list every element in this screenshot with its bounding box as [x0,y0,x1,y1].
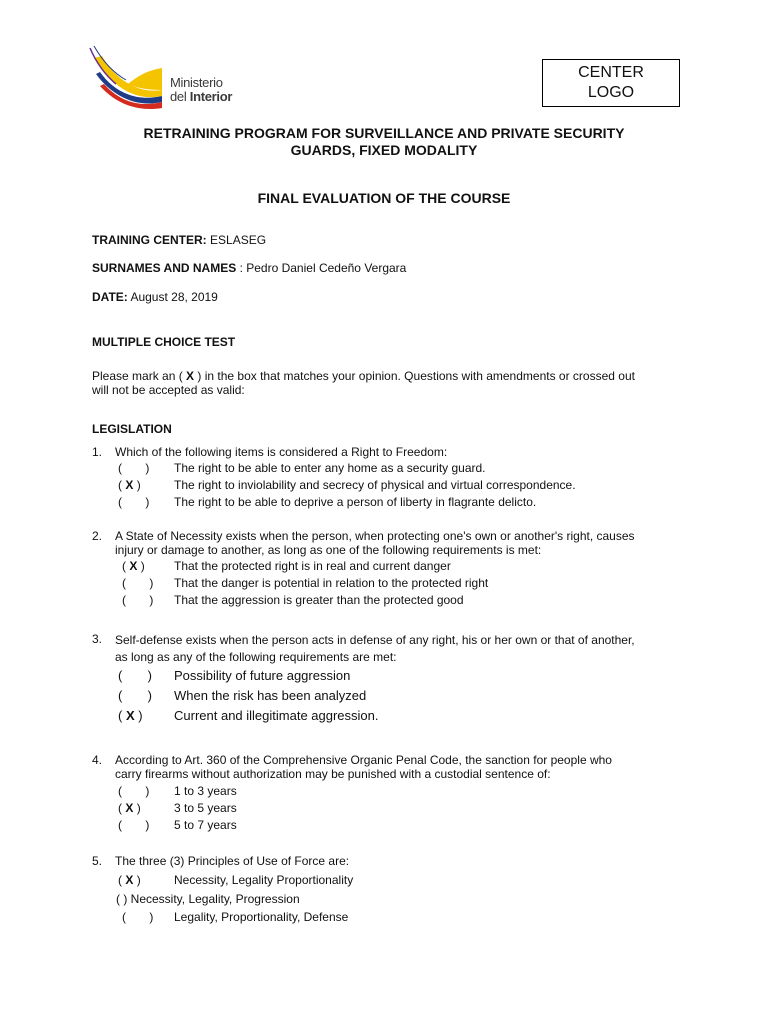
option-text: Legality, Proportionality, Defense [174,910,349,924]
answer-box-marked[interactable]: ( X ) [118,708,143,723]
evaluation-title: FINAL EVALUATION OF THE COURSE [257,190,511,206]
date-field: DATE: August 28, 2019 [92,290,218,304]
answer-box-marked[interactable]: ( X ) [118,478,141,492]
option-text: The right to be able to deprive a person of liberty in flagrante delicto. [174,495,537,509]
question-number: 1. [92,445,103,459]
names-field: SURNAMES AND NAMES : Pedro Daniel Cedeño Vergara [92,261,407,275]
question-number: 3. [92,632,103,646]
question-text: A State of Necessity exists when the person, when protecting one's own or another's right, causes injury or damage to another, as long as one of the following requirements is met: [115,529,635,557]
training-center-field: TRAINING CENTER: ESLASEG [92,233,267,247]
option-text: 1 to 3 years [174,784,237,798]
answer-box[interactable]: ( ) [118,461,150,475]
answer-box[interactable]: ( ) [118,818,150,832]
question-number: 4. [92,753,103,767]
answer-box-marked[interactable]: ( X ) [118,801,141,815]
center-logo-line1: CENTER [578,64,644,81]
option-text: When the risk has been analyzed [174,688,367,703]
answer-box-marked[interactable]: ( X ) [122,559,145,573]
answer-box[interactable]: ( ) [122,593,154,607]
option-text: The right to inviolability and secrecy of physical and virtual correspondence. [174,478,576,492]
section-legislation: LEGISLATION [92,422,172,436]
question-number: 5. [92,854,103,868]
answer-box[interactable]: ( ) [118,495,150,509]
option-text: Possibility of future aggression [174,668,351,683]
question-text: The three (3) Principles of Use of Force are: [115,854,350,868]
test-heading: MULTIPLE CHOICE TEST [92,335,236,349]
question-text: According to Art. 360 of the Comprehensive Organic Penal Code, the sanction for people who carry firearms without authorization may be punished with a custodial sentence of: [115,753,612,781]
logo-text-interior: del Interior [170,89,233,104]
program-title: RETRAINING PROGRAM FOR SURVEILLANCE AND PRIVATE SECURITY GUARDS, FIXED MODALITY [143,125,625,158]
option-text: 3 to 5 years [174,801,237,815]
answer-box[interactable]: ( ) [122,910,154,924]
option-text: The right to be able to enter any home as a security guard. [174,461,486,475]
center-logo-line2: LOGO [587,84,635,101]
answer-box[interactable]: ( ) [118,784,150,798]
answer-box[interactable]: ( ) [118,688,152,703]
instructions: Please mark an ( X ) in the box that matches your opinion. Questions with amendments or crossed out will not be accepted as valid: [92,369,635,397]
option-text: 5 to 7 years [174,818,237,832]
option-text: Current and illegitimate aggression. [174,708,379,723]
option-text: That the aggression is greater than the protected good [174,593,464,607]
question-number: 2. [92,529,103,543]
ministry-logo [88,44,248,112]
option-text: That the protected right is in real and current danger [174,559,451,573]
option-text-inline-box[interactable]: ( ) Necessity, Legality, Progression [116,892,300,906]
question-text: Which of the following items is considered a Right to Freedom: [115,445,448,459]
option-text: Necessity, Legality Proportionality [174,873,354,887]
answer-box[interactable]: ( ) [122,576,154,590]
option-text: That the danger is potential in relation to the protected right [174,576,489,590]
logo-text-ministerio: Ministerio [170,75,223,90]
question-text: Self-defense exists when the person acts in defense of any right, his or her own or that of another, as long as any of the following requirements are met: [115,633,635,664]
answer-box[interactable]: ( ) [118,668,152,683]
answer-box-marked[interactable]: ( X ) [118,873,141,887]
center-logo-box [542,59,680,107]
